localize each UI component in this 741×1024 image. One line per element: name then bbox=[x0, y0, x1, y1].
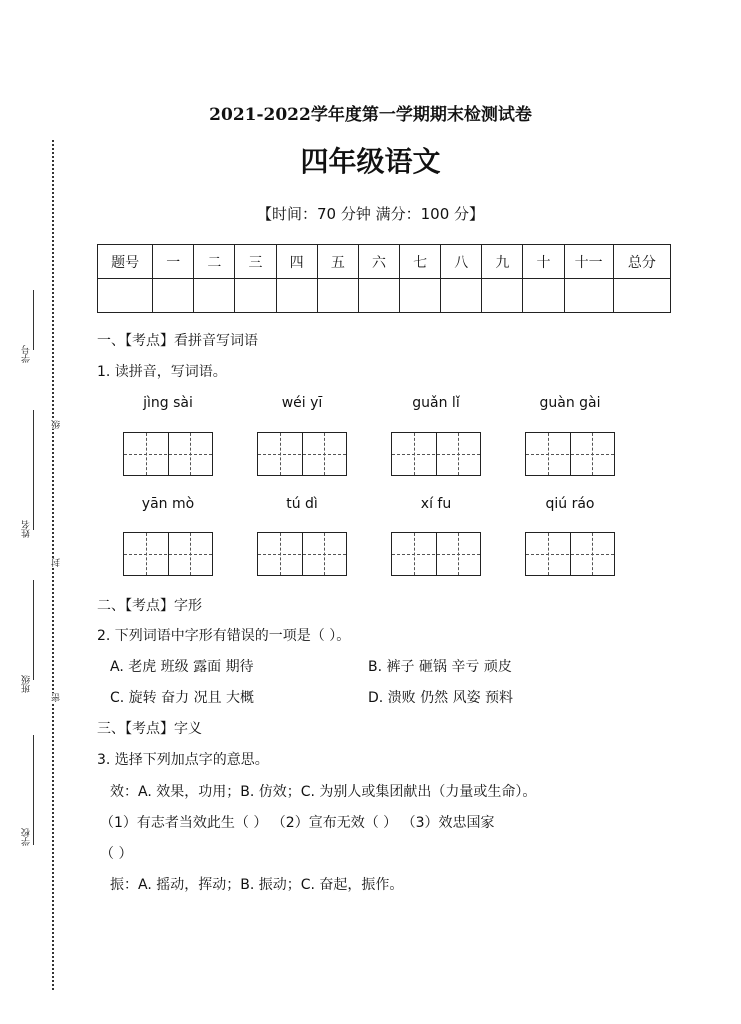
score-blank-cell bbox=[613, 279, 670, 313]
score-header-cell: 四 bbox=[276, 245, 317, 279]
student-id-label: 学号 bbox=[22, 345, 32, 363]
score-blank-cell bbox=[235, 279, 276, 313]
score-table-blank-row bbox=[98, 279, 671, 313]
writing-grid-3[interactable] bbox=[391, 432, 481, 476]
score-blank-cell bbox=[482, 279, 523, 313]
score-header-cell: 十 bbox=[523, 245, 564, 279]
score-blank-cell bbox=[317, 279, 358, 313]
score-blank-cell bbox=[523, 279, 564, 313]
writing-grid-2[interactable] bbox=[257, 432, 347, 476]
class-rule bbox=[33, 580, 34, 680]
seal-mark-mi: 密 bbox=[52, 693, 62, 702]
pinyin-5: yān mò bbox=[141, 496, 195, 512]
pinyin-4: guàn gài bbox=[539, 395, 601, 411]
score-header-cell: 二 bbox=[194, 245, 235, 279]
exam-time-info: 【时间：70 分钟 满分：100 分】 bbox=[256, 205, 485, 223]
pinyin-8: qiú ráo bbox=[545, 496, 595, 512]
writing-grid-4[interactable] bbox=[525, 432, 615, 476]
question2-option-c: C. 旋转 奋力 况且 大概 bbox=[110, 690, 255, 706]
pinyin-6: tú dì bbox=[286, 496, 318, 512]
writing-grid-7[interactable] bbox=[391, 532, 481, 576]
pinyin-2: wéi yī bbox=[281, 395, 323, 411]
score-header-cell: 六 bbox=[358, 245, 399, 279]
score-header-cell: 五 bbox=[317, 245, 358, 279]
student-id-rule bbox=[33, 290, 34, 350]
score-table-header-row bbox=[98, 245, 671, 279]
score-table bbox=[97, 244, 671, 313]
score-blank-cell bbox=[358, 279, 399, 313]
score-blank-cell bbox=[441, 279, 482, 313]
question2-option-d: D. 溃败 仍然 风姿 预料 bbox=[368, 690, 514, 706]
score-header-cell: 三 bbox=[235, 245, 276, 279]
question3-text: 3. 选择下列加点字的意思。 bbox=[97, 752, 269, 768]
seal-mark-ji: 级 bbox=[52, 420, 62, 429]
xiao-definition: 效：A. 效果，功用；B. 仿效；C. 为别人或集团献出（力量或生命）。 bbox=[110, 784, 537, 800]
school-rule bbox=[33, 735, 34, 845]
writing-grid-6[interactable] bbox=[257, 532, 347, 576]
writing-grid-5[interactable] bbox=[123, 532, 213, 576]
section3-heading: 三、【考点】字义 bbox=[97, 721, 202, 737]
score-blank-cell bbox=[194, 279, 235, 313]
school-label: 学校 bbox=[22, 828, 32, 846]
question2-option-a: A. 老虎 班级 露面 期待 bbox=[110, 659, 254, 675]
section2-heading: 二、【考点】字形 bbox=[97, 598, 202, 614]
score-blank-cell bbox=[276, 279, 317, 313]
class-label: 班级 bbox=[22, 675, 32, 693]
writing-grid-8[interactable] bbox=[525, 532, 615, 576]
score-header-cell: 总分 bbox=[613, 245, 670, 279]
score-header-cell: 九 bbox=[482, 245, 523, 279]
name-rule bbox=[33, 410, 34, 530]
zhen-definition: 振：A. 摇动，挥动；B. 振动；C. 奋起，振作。 bbox=[110, 877, 404, 893]
score-header-cell: 一 bbox=[153, 245, 194, 279]
score-blank-cell bbox=[400, 279, 441, 313]
question2-option-b: B. 裤子 砸锅 辛亏 顽皮 bbox=[368, 659, 512, 675]
question1-text: 1. 读拼音，写词语。 bbox=[97, 364, 227, 380]
pinyin-3: guǎn lǐ bbox=[412, 395, 460, 411]
exam-title: 2021-2022学年度第一学期期末检测试卷 bbox=[209, 105, 532, 125]
exam-subject: 四年级语文 bbox=[300, 145, 441, 178]
score-blank-cell bbox=[153, 279, 194, 313]
score-header-cell: 八 bbox=[441, 245, 482, 279]
score-header-cell: 七 bbox=[400, 245, 441, 279]
pinyin-1: jìng sài bbox=[143, 395, 193, 411]
pinyin-7: xí fu bbox=[420, 496, 452, 512]
seal-mark-feng: 封 bbox=[52, 558, 62, 567]
question2-text: 2. 下列词语中字形有错误的一项是（ ）。 bbox=[97, 628, 351, 644]
xiao-items-continued: （ ） bbox=[100, 846, 133, 862]
section1-heading: 一、【考点】看拼音写词语 bbox=[97, 333, 258, 349]
score-header-cell: 题号 bbox=[98, 245, 153, 279]
score-blank-cell bbox=[564, 279, 613, 313]
score-header-cell: 十一 bbox=[564, 245, 613, 279]
name-label: 姓名 bbox=[22, 520, 32, 538]
xiao-items: （1）有志者当效此生（ ） （2）宣布无效（ ） （3）效忠国家 bbox=[100, 815, 495, 831]
score-blank-cell bbox=[98, 279, 153, 313]
writing-grid-1[interactable] bbox=[123, 432, 213, 476]
